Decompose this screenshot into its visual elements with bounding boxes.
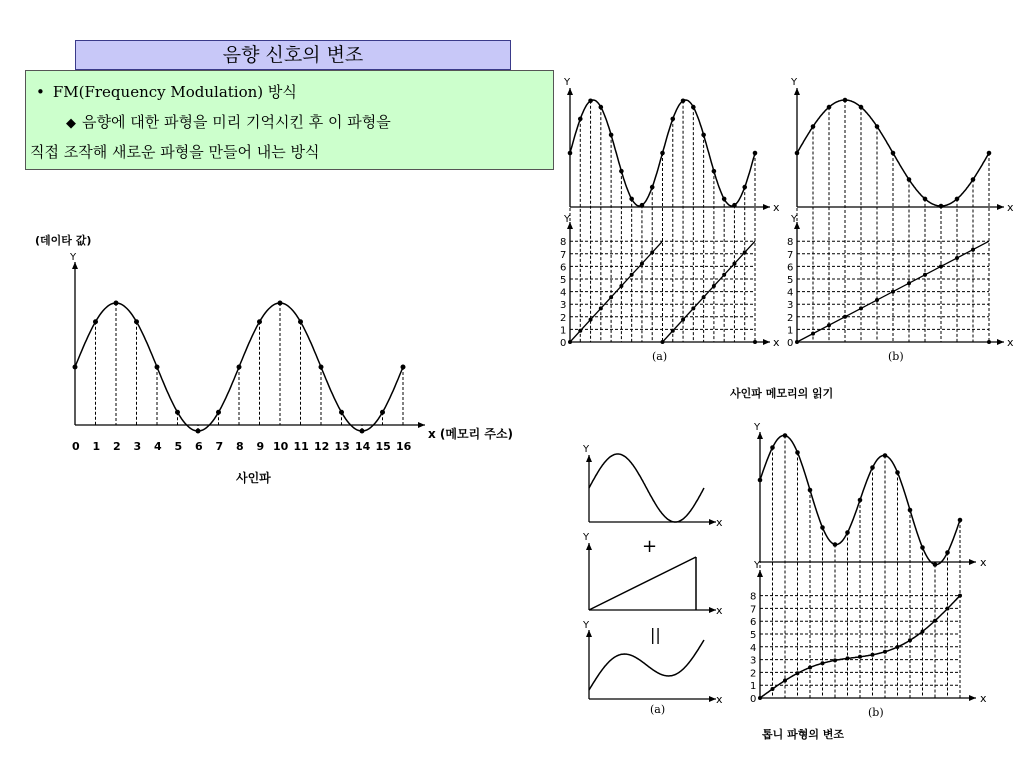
memory-b-x-label-top: x [1007,201,1014,214]
mod-b-y-tick-label: 3 [750,655,757,667]
mod-small-y-label: Y [583,620,590,631]
memory-b-y-tick-label: 8 [787,237,794,249]
mod-b-bottom-point [896,645,900,649]
sine-ylabel: (데이타 값) [35,234,92,247]
sine-x-tick-label: 5 [174,440,183,453]
mod-b-x-label-top: x [980,556,987,569]
sine-x-tick-label: 1 [92,440,101,453]
memory-a-y-label-top: Y [564,77,571,88]
mod-b-y-tick-label: 8 [750,591,757,603]
mod-b-top-x-arrow [969,559,976,565]
mod-b-sample-point [845,530,850,535]
modulation-panel-b-caption: (b) [868,706,884,719]
mod-b-sample-point [795,450,800,455]
info-line-2: ◆ 음향에 대한 파형을 미리 기억시킨 후 이 파형을 [66,113,391,131]
memory-panel-a-caption: (a) [652,350,668,363]
page-title-text: 음향 신호의 변조 [222,44,364,66]
mod-b-bottom-point [846,656,850,660]
memory-b-y-tick-label: 1 [787,325,794,337]
mod-b-sample-point [758,478,763,483]
mod-b-top-y-arrow [757,432,763,439]
memory-b-y-tick-label: 0 [787,338,794,349]
mod-b-y-tick-label: 6 [750,617,757,629]
mod-b-bottom-point [771,687,775,691]
mod-b-sample-point [808,488,813,493]
sine-x-tick-label: 4 [154,440,162,453]
mod-b-sample-point [783,433,788,438]
mod-b-y-tick-label: 4 [750,642,757,654]
memory-b-y-tick-label: 5 [787,275,794,286]
page-title [75,40,511,70]
sine-y-axis-label: Y [70,252,77,263]
sine-caption: 사인파 [236,471,271,485]
mod-small-x-label: x [716,693,723,706]
mod-b-sample-point [933,562,938,567]
modulation-panel-b [750,422,987,705]
mod-b-sample-point [945,550,950,555]
mod-b-y-label-bottom: Y [754,560,761,571]
sine-x-tick-label: 3 [133,440,142,453]
memory-a-y-tick-label: 1 [560,325,567,337]
sine-x-tick-label: 6 [195,440,203,453]
sine-x-tick-label: 10 [273,440,289,453]
mod-b-bottom-point [808,665,812,669]
mod-b-y-label-top: Y [754,422,761,433]
memory-a-y-tick-label: 0 [560,338,567,349]
mod-saw-x-arrow [709,607,716,613]
info-line-3: 직접 조작해 새로운 파형을 만들어 내는 방식 [30,143,320,161]
mod-b-bottom-point [933,619,937,623]
equals-sign: || [650,625,661,644]
sine-x-tick-label: 15 [375,440,391,453]
memory-b-y-tick-label: 4 [787,287,794,299]
memory-a-x-label-bottom: x [773,336,780,349]
mod-small-y-label: Y [583,444,590,455]
mod-small-y-label: Y [583,532,590,543]
mod-b-sample-point [895,470,900,475]
sine-x-tick-label: 7 [215,440,224,453]
memory-a-y-tick-label: 3 [560,300,567,312]
diamond-icon: ◆ [66,116,76,131]
mod-saw-ramp [589,557,696,610]
memory-a-y-tick-label: 4 [560,287,567,299]
mod-b-sample-point [833,542,838,547]
mod-sine-curve [589,454,704,522]
mod-b-bottom-point [958,594,962,598]
memory-b-y-tick-label: 6 [787,262,794,274]
mod-b-bottom-point [758,696,762,700]
mod-small-x-label: x [716,604,723,617]
memory-a-y-tick-label: 7 [560,249,567,261]
mod-b-bottom-point [908,638,912,642]
mod-b-y-tick-label: 1 [750,681,757,693]
mod-b-bottom-point [858,655,862,659]
sine-x-tick-label: 16 [396,440,412,453]
mod-b-y-tick-label: 2 [750,668,757,680]
memory-b-x-label-bottom: x [1007,336,1014,349]
mod-saw-y-arrow [586,543,592,550]
memory-b-y-label-top: Y [791,77,798,88]
memory-panel-b-caption: (b) [888,350,904,363]
mod-b-bottom-point [783,679,787,683]
mod-sine-x-arrow [709,519,716,525]
sine-x-tick-label: 2 [113,440,121,453]
sine-x-tick-label: 12 [314,440,330,453]
sine-x-axis-label: x (메모리 주소) [428,427,514,441]
memory-read-caption: 사인파 메모리의 읽기 [730,387,834,400]
mod-b-sample-point [770,445,775,450]
mod-result-x-arrow [709,696,716,702]
memory-a-y-tick-label: 5 [560,275,567,286]
memory-b-y-tick-label: 3 [787,300,794,312]
mod-b-bottom-point [921,629,925,633]
memory-a-y-tick-label: 8 [560,237,567,249]
memory-b-y-label-bottom: Y [791,214,798,225]
sine-x-tick-label: 11 [293,440,309,453]
info-box [25,70,554,170]
memory-b-y-tick-label: 2 [787,312,794,324]
mod-b-bottom-point [871,653,875,657]
sine-x-tick-label: 13 [334,440,350,453]
sine-x-tick-label: 8 [236,440,244,453]
memory-b-y-tick-label: 7 [787,249,794,261]
modulation-source-plots [582,444,723,706]
mod-b-bottom-x-arrow [969,695,976,701]
plus-sign: + [642,536,658,557]
sine-x-tick-label: 0 [72,440,80,453]
modulation-panel-a-caption: (a) [650,703,666,716]
mod-b-sample-point [870,465,875,470]
mod-b-bottom-point [883,650,887,654]
info-line-1: • FM(Frequency Modulation) 방식 [36,83,297,101]
mod-b-bottom-point [946,607,950,611]
mod-b-sample-point [883,453,888,458]
sine-x-tick-label: 14 [355,440,371,453]
mod-b-bottom-point [821,661,825,665]
mod-result-curve [589,640,704,690]
mod-b-sample-point [920,545,925,550]
modulation-caption: 톱니 파형의 변조 [762,728,845,741]
mod-sine-y-arrow [586,455,592,462]
mod-b-y-tick-label: 7 [750,604,757,616]
mod-b-sample-point [908,508,913,513]
sine-x-tick-label: 9 [256,440,265,453]
mod-b-sample-point [820,525,825,530]
memory-a-y-tick-label: 2 [560,312,567,324]
mod-b-sample-point [958,518,963,523]
mod-b-y-tick-label: 5 [750,630,757,641]
mod-small-x-label: x [716,516,723,529]
mod-b-bottom-point [833,658,837,662]
mod-b-x-label-bottom: x [980,692,987,705]
mod-result-y-arrow [586,630,592,637]
bullet-icon: • [36,83,45,101]
mod-b-bottom-point [796,671,800,675]
memory-a-y-tick-label: 6 [560,262,567,274]
memory-a-y-label-bottom: Y [564,214,571,225]
memory-a-x-label-top: x [773,201,780,214]
mod-b-sample-point [858,498,863,503]
mod-b-y-tick-label: 0 [750,694,757,705]
